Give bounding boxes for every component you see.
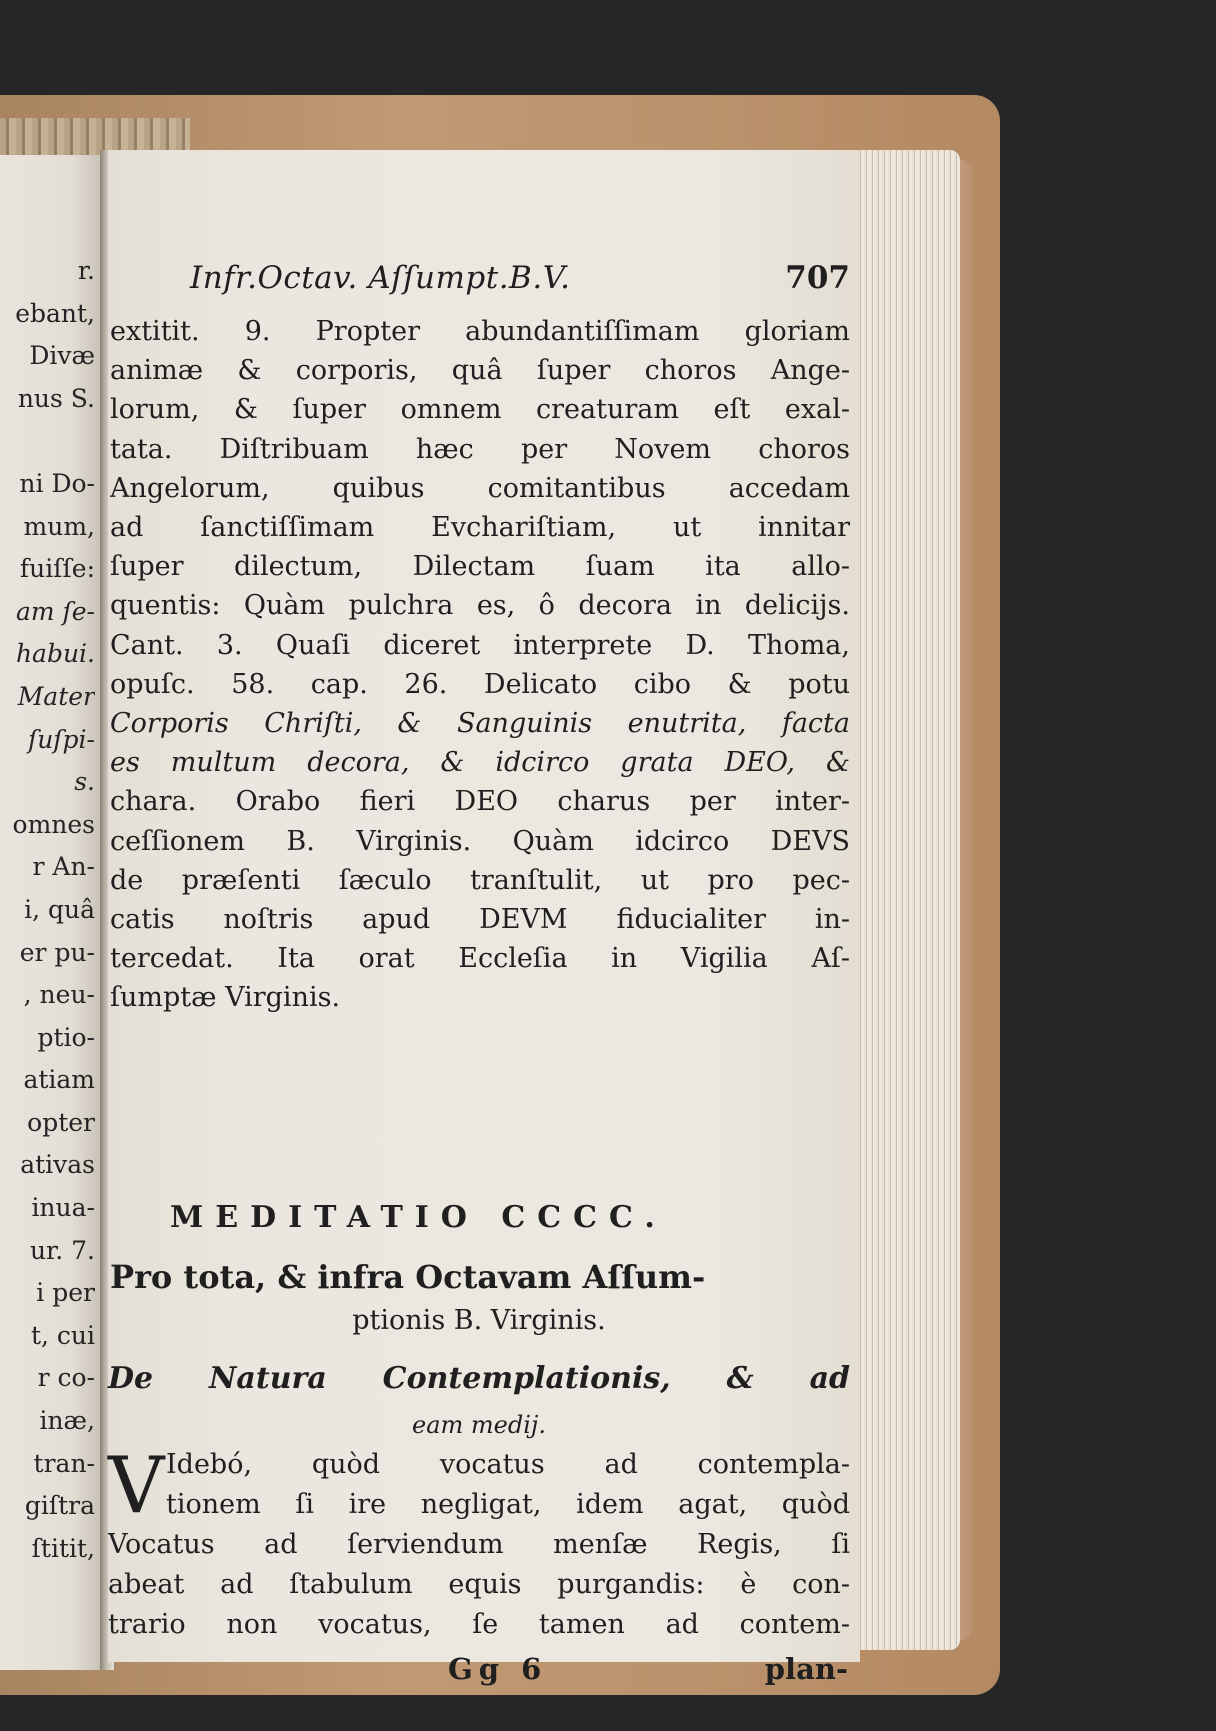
body-line: tata. Diſtribuam hæc per Novem choros [110,433,850,465]
left-line: Mater [17,681,95,711]
body-line: ſuper dilectum, Dilectam ſuam ita allo- [110,551,850,583]
body-line: catis noſtris apud DEVM fiducialiter in- [110,904,850,936]
sub-title [108,1356,850,1448]
left-line: Divæ [29,341,95,371]
body-line: Corporis Chriſti, & Sanguinis enutrita, facta [110,708,850,740]
left-line: am ſe- [15,596,95,626]
left-line: omnes [12,809,95,839]
left-line: ptio- [37,1022,95,1052]
left-page-text [0,250,95,1570]
left-line: ebant, [15,298,95,328]
drop-cap: V [108,1441,165,1531]
left-line: ſuſpi- [27,724,95,754]
body-line: extitit. 9. Propter abundantiſſimam gloriam [110,316,850,347]
left-page [0,155,103,1670]
left-line: tran- [33,1448,95,1478]
section-title [108,1254,850,1344]
left-line: r. [77,256,95,285]
left-line: giſtra [24,1491,95,1521]
body-line: tercedat. Ita orat Eccleſia in Vigilia Aſ- [110,943,850,975]
left-line: ativas [20,1150,95,1180]
catchword: plan- [764,1652,848,1686]
body-line: es multum decora, & idcirco grata DEO, & [110,747,850,779]
running-title: Infr.Octav. Aſſumpt.B.V. [190,260,571,296]
body-line: opuſc. 58. cap. 26. Delicato cibo & potu [110,668,850,700]
section-title-line: ptionis B. Virginis. [352,1305,606,1336]
page-text [108,150,860,1686]
paragraph-line: Idebó, quòd vocatus ad contempla- [166,1449,850,1480]
signature-mark: Gg 6 [448,1652,548,1686]
paragraph-line: Vocatus ad ſerviendum menſæ Regis, ſi [108,1529,850,1560]
left-line: habui. [15,639,95,669]
left-line: nus S. [17,383,95,413]
page-number: 707 [785,260,850,296]
body-line: quentis: Quàm pulchra es, ô decora in delicijs. [110,590,850,622]
body-line: ad ſanctiſſimam Evchariſtiam, ut innitar [110,512,850,544]
left-line: er pu- [19,937,95,967]
left-line: i, quâ [24,894,95,924]
paragraph-line: tionem ſi ire negligat, idem agat, quòd [166,1489,850,1520]
meditation-title: MEDITATIO CCCC. [170,1200,667,1235]
left-line: ſtitit, [31,1533,95,1563]
body-line: chara. Orabo fieri DEO charus per inter- [110,786,850,818]
left-line: opter [27,1107,95,1137]
left-line: s. [74,767,95,797]
paragraph-line: trario non vocatus, ſe tamen ad contem- [108,1609,850,1640]
left-line: ur. 7. [29,1235,95,1265]
left-line: ni Do- [19,468,95,498]
left-line: mum, [23,511,95,541]
left-line: atiam [23,1065,95,1095]
right-page [108,150,860,1686]
left-line [0,420,95,463]
sub-title-line: eam medij. [412,1411,546,1439]
body-line: Cant. 3. Quaſi diceret interprete D. Thoma, [110,629,850,661]
body-line: ſumptæ Virginis. [110,982,341,1014]
page-edges [852,150,960,1650]
left-line: , neu- [23,980,95,1010]
meditation-paragraph [108,1441,850,1645]
left-line: inæ, [39,1406,95,1436]
body-line: de præſenti ſæculo tranſtulit, ut pro pec- [110,864,850,896]
paragraph-line: abeat ad ſtabulum equis purgandis: è con- [108,1569,850,1600]
body-line: lorum, & ſuper omnem creaturam eſt exal- [110,394,850,426]
left-line: fuiſſe: [19,554,95,584]
body-line: Angelorum, quibus comitantibus accedam [110,472,850,504]
sub-title-line: De Natura Contemplationis, & ad [108,1361,850,1396]
left-line: r An- [32,852,95,882]
left-line: t, cui [30,1320,95,1350]
body-line: ceſſionem B. Virginis. Quàm idcirco DEVS [110,825,850,857]
body-line: animæ & corporis, quâ ſuper choros Ange- [110,355,850,387]
section-title-line: Pro tota, & infra Octavam Aſſum- [110,1258,706,1296]
left-line: i per [36,1278,95,1308]
left-line: r co- [37,1363,95,1393]
left-line: inua- [31,1193,95,1223]
body-text [110,312,850,1018]
